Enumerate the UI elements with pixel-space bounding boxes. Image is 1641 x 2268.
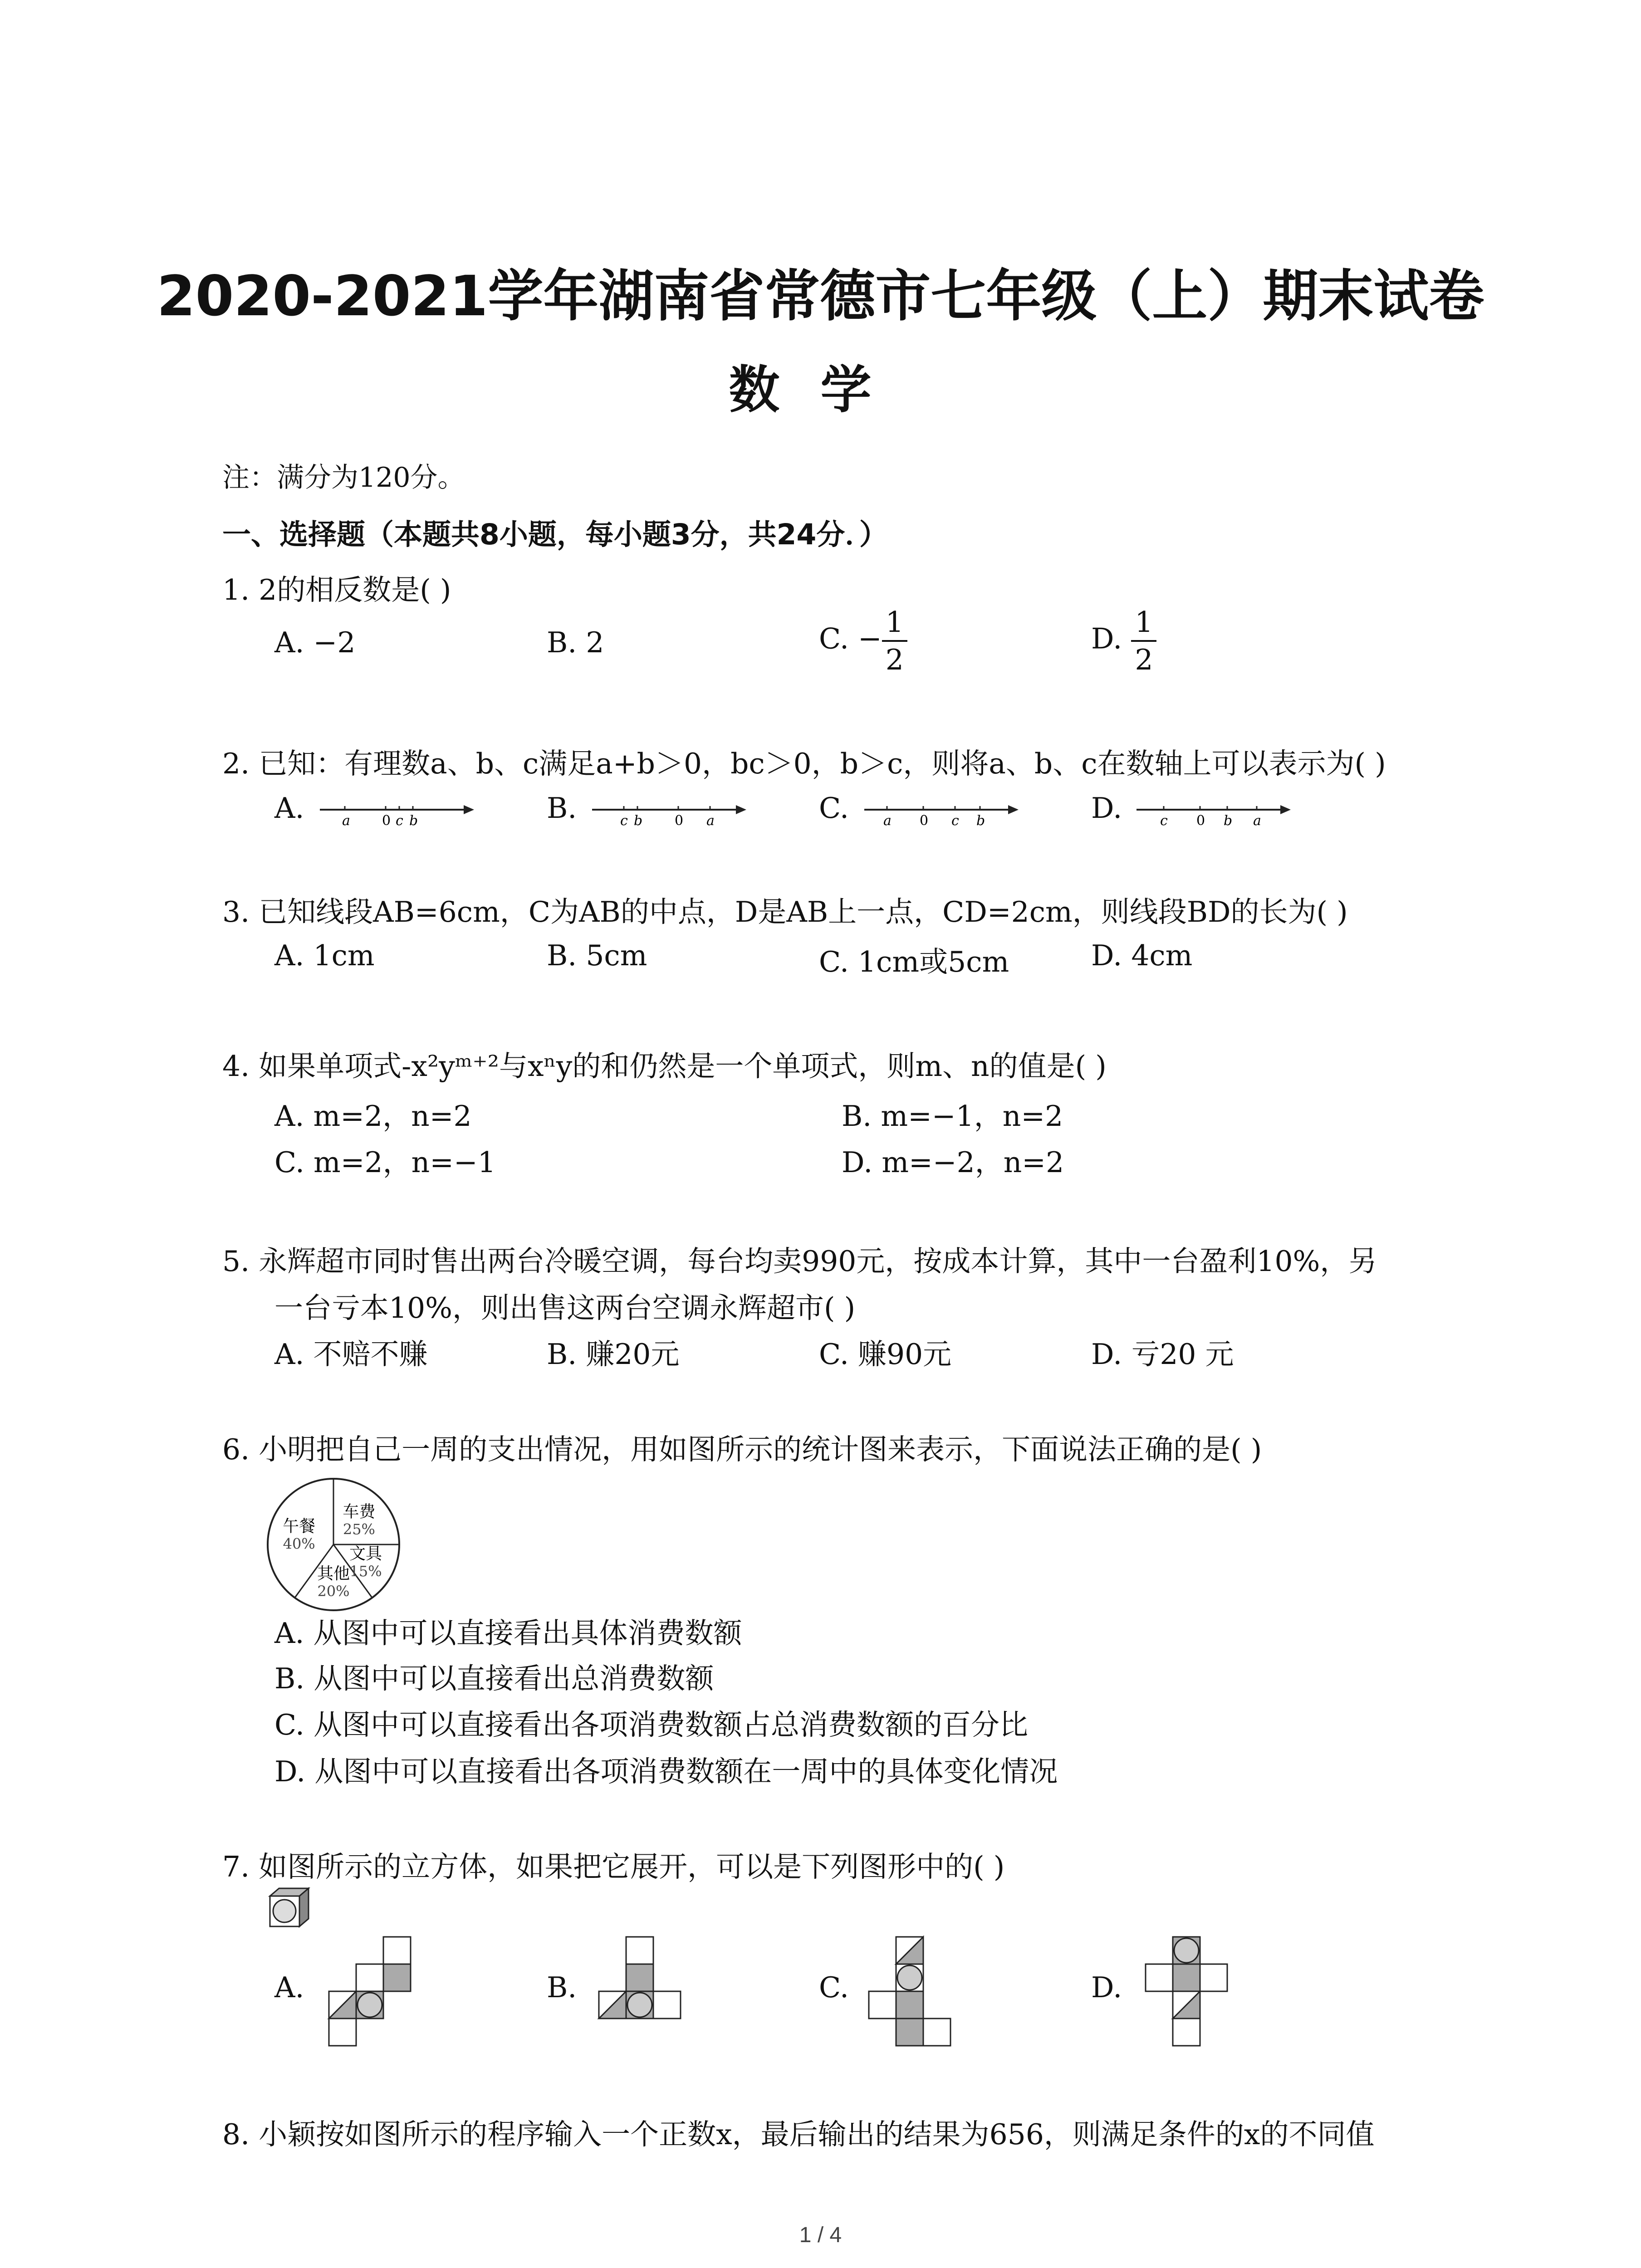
number-line-c xyxy=(862,796,1021,832)
pie-slice-percent: 25% xyxy=(343,1520,375,1538)
pie-slice-percent: 40% xyxy=(283,1535,315,1553)
q4-option-a: A. m=2，n=2 xyxy=(274,1100,472,1133)
q1-option-a: A. −2 xyxy=(274,626,356,659)
score-note: 注：满分为120分。 xyxy=(222,462,465,494)
q1-option-d-prefix: D. xyxy=(1091,622,1132,655)
q2-option-a-label: A. xyxy=(274,792,304,825)
q4-option-d: D. m=−2，n=2 xyxy=(842,1146,1064,1179)
tick-label: c xyxy=(396,813,403,829)
tick-label: b xyxy=(409,813,418,829)
pie-slice-label: 午餐 xyxy=(283,1517,316,1536)
tick-label: c xyxy=(951,813,959,829)
q1-option-d xyxy=(1091,608,1156,674)
q5-option-a: A. 不赔不赚 xyxy=(274,1338,428,1371)
tick-label: a xyxy=(1253,813,1261,829)
pie-slice-label: 车费 xyxy=(343,1502,376,1521)
q7-option-a-label: A. xyxy=(274,1971,304,2004)
q5-option-d: D. 亏20 元 xyxy=(1091,1338,1234,1371)
tick-label: c xyxy=(620,813,628,829)
q4-option-c: C. m=2，n=−1 xyxy=(274,1146,496,1179)
denominator: 2 xyxy=(885,643,904,676)
number-line-b xyxy=(590,796,749,832)
numerator: 1 xyxy=(882,608,907,642)
pie-slice-label: 文具 xyxy=(349,1545,382,1564)
question-1-stem: 1. 2的相反数是( ) xyxy=(222,573,451,606)
q3-option-c: C. 1cm或5cm xyxy=(819,945,1009,978)
question-5-stem-line1: 5. 永辉超市同时售出两台冷暖空调，每台均卖990元，按成本计算，其中一台盈利10%，另 xyxy=(222,1245,1377,1278)
question-2-stem: 2. 已知：有理数a、b、c满足a+b＞0，bc＞0，b＞c，则将a、b、c在数轴上可以表示为( ) xyxy=(222,747,1386,780)
cube-net-c xyxy=(862,1935,962,2055)
tick-label: 0 xyxy=(382,813,391,829)
fraction xyxy=(1131,608,1156,674)
question-8-stem: 8. 小颖按如图所示的程序输入一个正数x，最后输出的结果为656，则满足条件的x的不同值 xyxy=(222,2118,1375,2151)
tick-label: 0 xyxy=(1196,813,1205,829)
q1-option-c-prefix: C. − xyxy=(819,622,882,655)
cube-figure xyxy=(265,1885,315,1935)
question-7-stem: 7. 如图所示的立方体，如果把它展开，可以是下列图形中的( ) xyxy=(222,1850,1005,1883)
tick-label: a xyxy=(342,813,350,829)
question-4-stem: 4. 如果单项式-x²yᵐ⁺²与xⁿy的和仍然是一个单项式，则m、n的值是( ) xyxy=(222,1050,1107,1083)
question-5-stem-line2: 一台亏本10%，则出售这两台空调永辉超市( ) xyxy=(274,1291,856,1325)
exam-title: 2020-2021学年湖南省常德市七年级（上）期末试卷 xyxy=(157,264,1484,328)
tick-label: c xyxy=(1160,813,1168,829)
q5-option-c: C. 赚90元 xyxy=(819,1338,952,1371)
tick-label: a xyxy=(706,813,715,829)
question-6-stem: 6. 小明把自己一周的支出情况，用如图所示的统计图来表示，下面说法正确的是( ) xyxy=(222,1433,1262,1466)
pie-slice-percent: 20% xyxy=(317,1582,350,1600)
tick-label: 0 xyxy=(675,813,684,829)
number-line-a xyxy=(318,796,476,832)
tick-label: b xyxy=(634,813,643,829)
pie-slice-percent: 15% xyxy=(349,1563,382,1580)
numerator: 1 xyxy=(1131,608,1156,642)
cube-net-b xyxy=(594,1935,694,2055)
page-number: 1 / 4 xyxy=(799,2223,842,2247)
q7-option-d-label: D. xyxy=(1091,1971,1122,2004)
tick-label: b xyxy=(1224,813,1233,829)
q3-option-a: A. 1cm xyxy=(274,939,375,972)
pie-slice-label: 其他 xyxy=(317,1564,350,1583)
subject-title: 数学 xyxy=(729,361,912,420)
q6-option-a: A. 从图中可以直接看出具体消费数额 xyxy=(274,1617,742,1650)
q1-option-c xyxy=(819,608,907,674)
section-heading: 一、选择题（本题共8小题，每小题3分，共24分．） xyxy=(222,518,888,551)
tick-label: b xyxy=(976,813,985,829)
cube-net-d xyxy=(1134,1935,1243,2055)
q2-option-b-label: B. xyxy=(547,792,577,825)
cube-net-a xyxy=(322,1935,413,2055)
q3-option-b: B. 5cm xyxy=(547,939,647,972)
q7-option-c-label: C. xyxy=(819,1971,849,2004)
q4-option-b: B. m=−1，n=2 xyxy=(842,1100,1063,1133)
q2-option-d-label: D. xyxy=(1091,792,1122,825)
tick-label: a xyxy=(883,813,892,829)
fraction xyxy=(882,608,907,674)
q2-option-c-label: C. xyxy=(819,792,849,825)
q1-option-b: B. 2 xyxy=(547,626,604,659)
denominator: 2 xyxy=(1135,643,1153,676)
number-line-d xyxy=(1134,796,1293,832)
q6-option-b: B. 从图中可以直接看出总消费数额 xyxy=(274,1662,714,1695)
tick-label: 0 xyxy=(920,813,929,829)
q5-option-b: B. 赚20元 xyxy=(547,1338,680,1371)
q6-option-d: D. 从图中可以直接看出各项消费数额在一周中的具体变化情况 xyxy=(274,1755,1058,1788)
q7-option-b-label: B. xyxy=(547,1971,577,2004)
q3-option-d: D. 4cm xyxy=(1091,939,1193,972)
pie-chart xyxy=(261,1472,406,1617)
q6-option-c: C. 从图中可以直接看出各项消费数额占总消费数额的百分比 xyxy=(274,1708,1029,1741)
question-3-stem: 3. 已知线段AB=6cm，C为AB的中点，D是AB上一点，CD=2cm，则线段BD的长为( ) xyxy=(222,895,1348,929)
